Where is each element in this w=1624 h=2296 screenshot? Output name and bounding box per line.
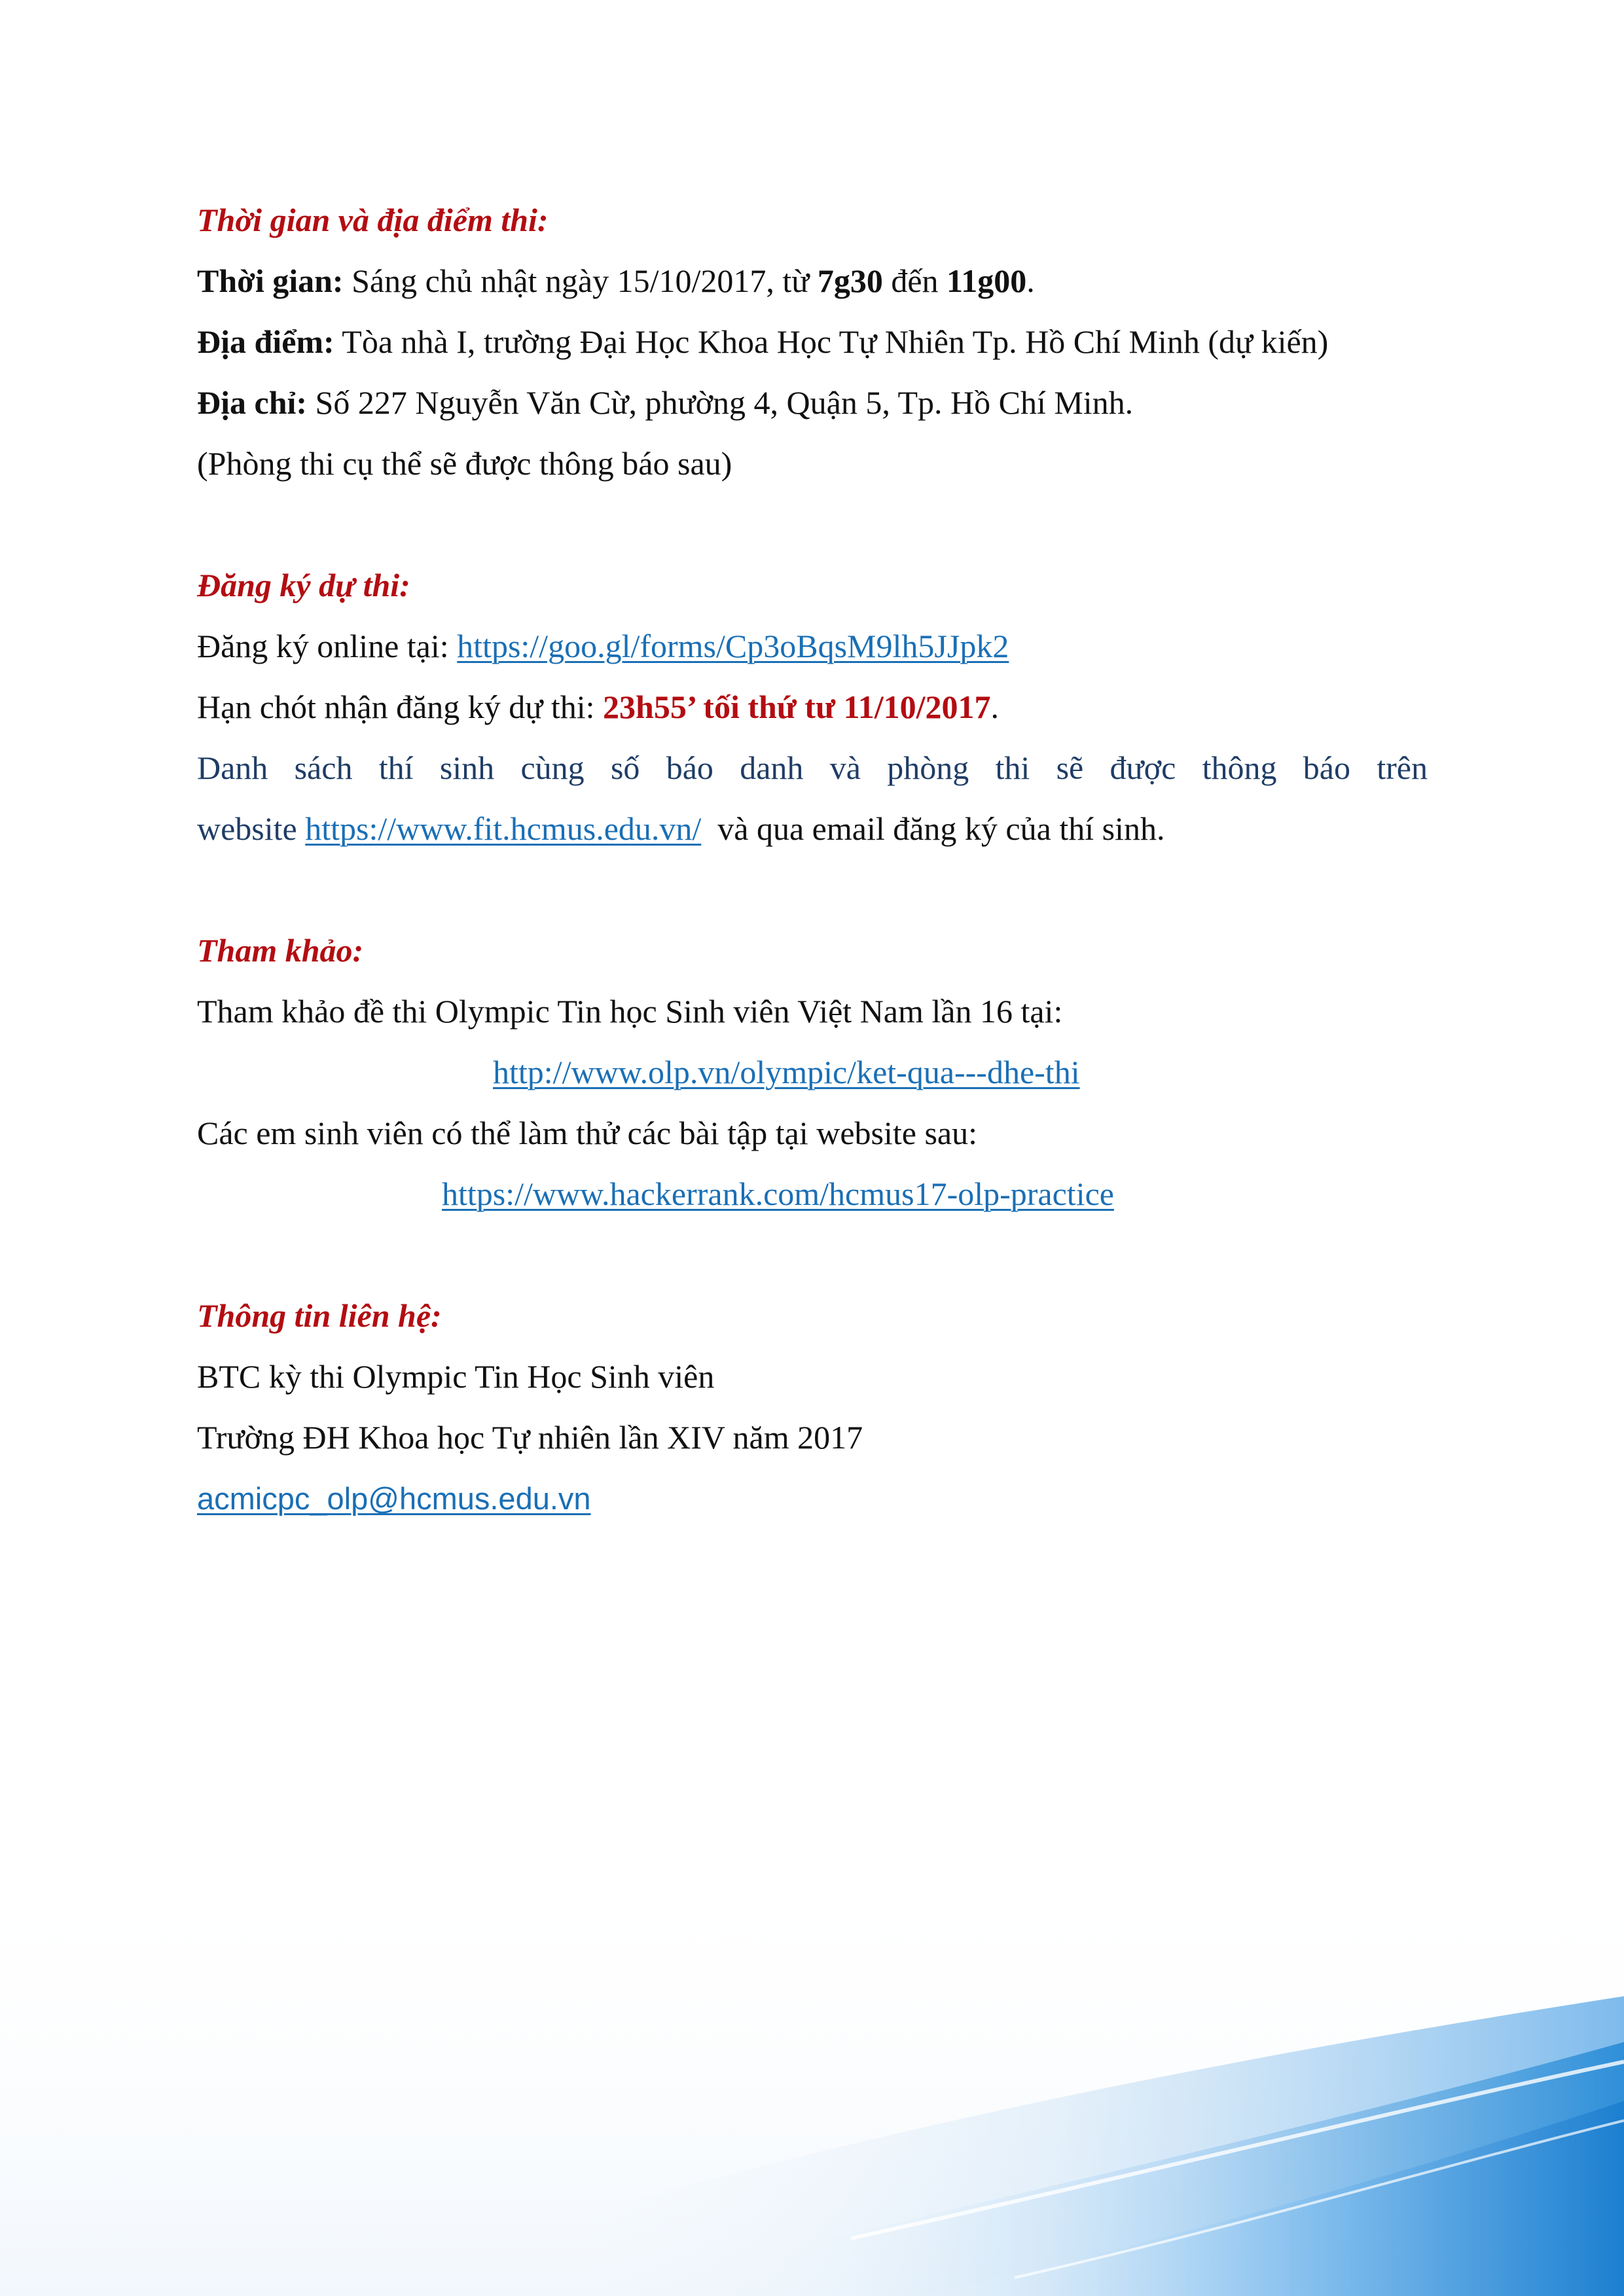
contact-email-link[interactable]: acmicpc_olp@hcmus.edu.vn bbox=[197, 1481, 591, 1516]
contact-org-line-1: BTC kỳ thi Olympic Tin Học Sinh viên bbox=[197, 1358, 715, 1395]
deadline-value: 23h55’ tối thứ tư 11/10/2017 bbox=[603, 689, 991, 725]
room-note: (Phòng thi cụ thể sẽ được thông báo sau) bbox=[197, 445, 732, 482]
practice-text: Các em sinh viên có thể làm thử các bài tập tại website sau: bbox=[197, 1115, 977, 1151]
deadline-label: Hạn chót nhận đăng ký dự thi: bbox=[197, 689, 604, 725]
section-gap bbox=[197, 494, 1428, 555]
candidate-list-line-2 bbox=[197, 798, 1428, 859]
time-line bbox=[197, 251, 1428, 312]
address-label: Địa chỉ: bbox=[197, 384, 308, 421]
olp-reference-link[interactable]: http://www.olp.vn/olympic/ket-qua---dhe-thi bbox=[493, 1054, 1080, 1090]
candidate-list-email-text: và qua email đăng ký của thí sinh. bbox=[701, 810, 1165, 847]
address-text: Số 227 Nguyễn Văn Cừ, phường 4, Quận 5, Tp. Hồ Chí Minh. bbox=[307, 384, 1134, 421]
online-register-line bbox=[197, 616, 1428, 677]
time-label: Thời gian: bbox=[197, 262, 344, 299]
online-register-label: Đăng ký online tại: bbox=[197, 628, 458, 664]
section-gap bbox=[197, 1225, 1428, 1285]
section-heading-time-place: Thời gian và địa điểm thi: bbox=[197, 202, 549, 238]
hackerrank-practice-link[interactable]: https://www.hackerrank.com/hcmus17-olp-practice bbox=[442, 1175, 1114, 1212]
document-content bbox=[197, 190, 1428, 1529]
deadline-line bbox=[197, 677, 1428, 738]
section-heading-contact: Thông tin liên hệ: bbox=[197, 1297, 442, 1334]
candidate-list-website-label: website bbox=[197, 810, 306, 847]
practice-link-line bbox=[197, 1164, 1428, 1225]
register-form-link[interactable]: https://goo.gl/forms/Cp3oBqsM9lh5JJpk2 bbox=[457, 628, 1009, 664]
place-label: Địa điểm: bbox=[197, 323, 334, 360]
time-text-2: đến bbox=[882, 262, 947, 299]
candidate-list-line-1: Danh sách thí sinh cùng số báo danh và phòng thi sẽ được thông báo trên bbox=[197, 749, 1428, 786]
deadline-end: . bbox=[990, 689, 999, 725]
place-text: Tòa nhà I, trường Đại Học Khoa Học Tự Nhiên Tp. Hồ Chí Minh (dự kiến) bbox=[334, 323, 1329, 360]
time-start: 7g30 bbox=[817, 262, 883, 299]
section-heading-register: Đăng ký dự thi: bbox=[197, 567, 410, 603]
section-heading-reference: Tham khảo: bbox=[197, 932, 364, 969]
contact-org-line-2: Trường ĐH Khoa học Tự nhiên lần XIV năm 2017 bbox=[197, 1419, 863, 1456]
time-end: 11g00 bbox=[947, 262, 1027, 299]
place-line bbox=[197, 312, 1428, 372]
address-line bbox=[197, 372, 1428, 433]
reference-link-line bbox=[197, 1042, 1428, 1103]
decorative-wave-background bbox=[0, 1846, 1624, 2296]
time-text-3: . bbox=[1026, 262, 1035, 299]
reference-text: Tham khảo đề thi Olympic Tin học Sinh viên Việt Nam lần 16 tại: bbox=[197, 993, 1063, 1030]
section-gap bbox=[197, 859, 1428, 920]
contact-email-line bbox=[197, 1468, 1428, 1529]
time-text-1: Sáng chủ nhật ngày 15/10/2017, từ bbox=[343, 262, 818, 299]
fit-website-link[interactable]: https://www.fit.hcmus.edu.vn/ bbox=[305, 810, 702, 847]
